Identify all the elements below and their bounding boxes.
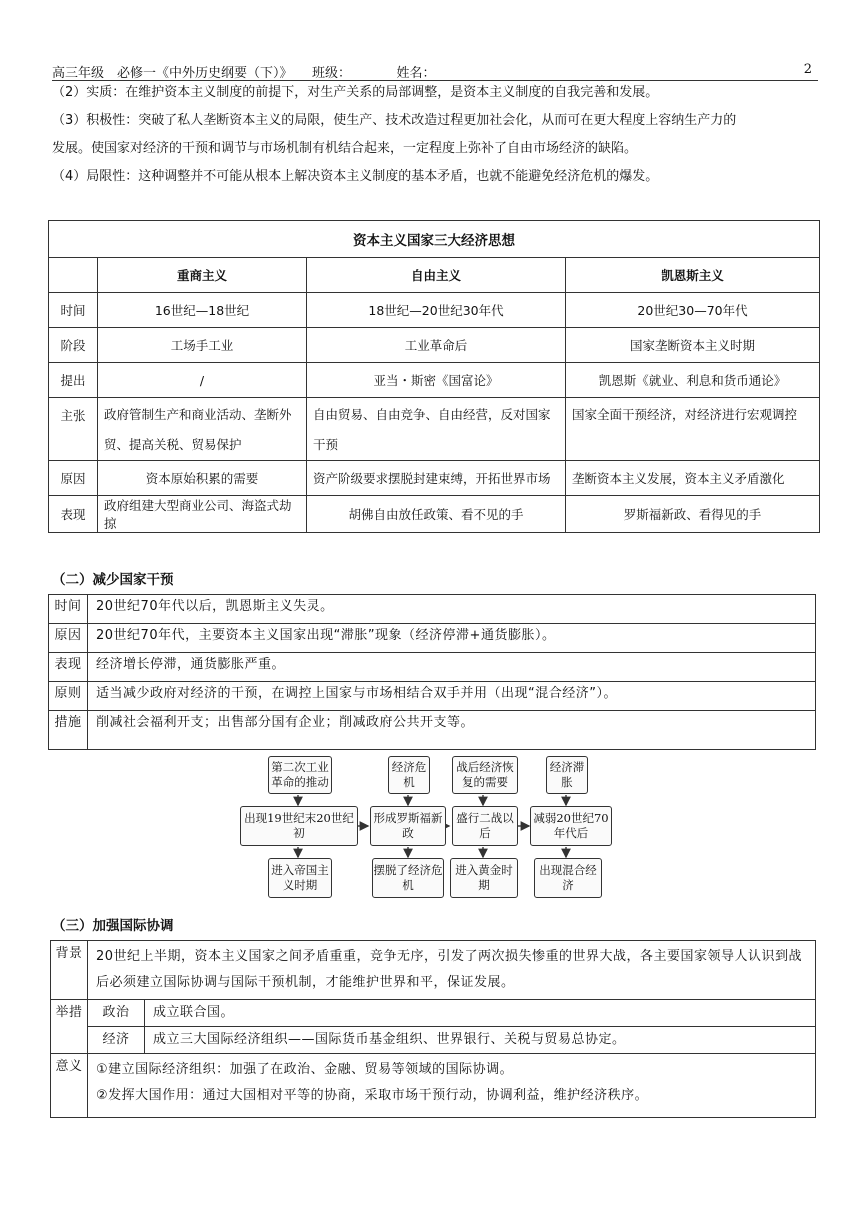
meaning-line: ②发挥大国作用：通过大国相对平等的协商，采取市场干预行动，协调利益，维护经济秩序。 xyxy=(96,1088,649,1103)
economic-thought-table xyxy=(48,220,820,533)
flow-box-top: 第二次工业革命的推动 xyxy=(268,756,332,794)
table-row xyxy=(51,1000,816,1027)
flow-box-bottom: 出现混合经济 xyxy=(534,858,602,898)
table-cell: 国家全面干预经济，对经济进行宏观调控 xyxy=(566,398,820,461)
row-label: 原因 xyxy=(49,461,98,496)
table-caption: 资本主义国家三大经济思想 xyxy=(49,221,820,258)
flow-box-middle: 减弱20世纪70年代后 xyxy=(530,806,612,846)
table-cell: 政府组建大型商业公司、海盗式劫掠 xyxy=(98,496,307,533)
table-cell: 成立三大国际经济组织——国际货币基金组织、世界银行、关税与贸易总协定。 xyxy=(145,1027,816,1054)
table-cell: 工场手工业 xyxy=(98,328,307,363)
flow-box-middle: 形成罗斯福新政 xyxy=(370,806,446,846)
flow-box-middle: 盛行二战以后 xyxy=(452,806,518,846)
header-info: 高三年级 必修一《中外历史纲要（下）》 班级： 姓名： xyxy=(52,66,436,81)
flow-box-bottom: 进入黄金时期 xyxy=(450,858,518,898)
intro-line: （3）积极性：突破了私人垄断资本主义的局限，使生产、技术改造过程更加社会化，从而可在更大程度上容纳生产力的 xyxy=(52,113,737,128)
section-title: （三）加强国际协调 xyxy=(52,918,174,934)
table-cell: 20世纪70年代以后，凯恩斯主义失灵。 xyxy=(88,595,816,624)
table-cell: 成立联合国。 xyxy=(145,1000,816,1027)
table-row xyxy=(51,1054,816,1118)
flow-box-middle: 出现19世纪末20世纪初 xyxy=(240,806,358,846)
table-cell xyxy=(88,1054,816,1118)
intro-line: 发展。使国家对经济的干预和调节与市场机制有机结合起来，一定程度上弥补了自由市场经济的缺陷。 xyxy=(52,141,638,156)
table-cell: 18世纪—20世纪30年代 xyxy=(307,293,566,328)
table-row xyxy=(49,398,820,461)
row-label: 主张 xyxy=(49,398,98,461)
keynesian-flowchart xyxy=(240,750,622,902)
table-row xyxy=(49,496,820,533)
table-cell: 20世纪30—70年代 xyxy=(566,293,820,328)
reduce-intervention-table xyxy=(48,594,816,750)
table-row xyxy=(49,461,820,496)
table-cell: 凯恩斯《就业、利息和货币通论》 xyxy=(566,363,820,398)
row-label: 原因 xyxy=(49,624,88,653)
row-label: 背景 xyxy=(51,941,88,1000)
page-header xyxy=(52,60,818,81)
table-cell: 资本原始积累的需要 xyxy=(98,461,307,496)
section-title: （二）减少国家干预 xyxy=(52,572,174,588)
row-label: 措施 xyxy=(49,711,88,750)
table-cell: 20世纪70年代，主要资本主义国家出现“滞胀”现象（经济停滞+通货膨胀）。 xyxy=(88,624,816,653)
table-cell: 适当减少政府对经济的干预，在调控上国家与市场相结合双手并用（出现“混合经济”）。 xyxy=(88,682,816,711)
table-cell: 16世纪—18世纪 xyxy=(98,293,307,328)
row-label: 意义 xyxy=(51,1054,88,1118)
table-cell: 自由贸易、自由竞争、自由经营，反对国家干预 xyxy=(307,398,566,461)
table-row xyxy=(51,941,816,1000)
page-number: 2 xyxy=(803,62,812,77)
table-row xyxy=(49,595,816,624)
table-cell: 国家垄断资本主义时期 xyxy=(566,328,820,363)
column-header: 重商主义 xyxy=(98,258,307,293)
flow-box-bottom: 摆脱了经济危机 xyxy=(372,858,444,898)
table-row xyxy=(51,1027,816,1054)
table-row xyxy=(49,328,820,363)
row-label: 表现 xyxy=(49,496,98,533)
intro-paragraphs xyxy=(52,79,818,191)
table-cell: 垄断资本主义发展，资本主义矛盾激化 xyxy=(566,461,820,496)
flow-box-top: 经济滞胀 xyxy=(546,756,588,794)
table-row xyxy=(49,711,816,750)
row-label: 提出 xyxy=(49,363,98,398)
row-label: 原则 xyxy=(49,682,88,711)
table-cell: 20世纪上半期，资本主义国家之间矛盾重重，竞争无序，引发了两次损失惨重的世界大战，各主要国家领导人认识到战后必须建立国际协调与国际干预机制，才能维护世界和平，保证发展。 xyxy=(88,941,816,1000)
row-label: 时间 xyxy=(49,293,98,328)
sub-label: 政治 xyxy=(88,1000,145,1027)
table-cell: 罗斯福新政、看得见的手 xyxy=(566,496,820,533)
row-label: 表现 xyxy=(49,653,88,682)
table-cell: 资产阶级要求摆脱封建束缚，开拓世界市场 xyxy=(307,461,566,496)
table-cell: 工业革命后 xyxy=(307,328,566,363)
table-row xyxy=(49,653,816,682)
table-row xyxy=(49,682,816,711)
row-label: 举措 xyxy=(51,1000,88,1054)
flow-box-top: 经济危机 xyxy=(388,756,430,794)
flow-box-bottom: 进入帝国主义时期 xyxy=(268,858,332,898)
table-row xyxy=(49,363,820,398)
table-cell: 削减社会福利开支；出售部分国有企业；削减政府公共开支等。 xyxy=(88,711,816,750)
column-header: 凯恩斯主义 xyxy=(566,258,820,293)
intro-line: （4）局限性：这种调整并不可能从根本上解决资本主义制度的基本矛盾，也就不能避免经济危机的爆发。 xyxy=(52,169,659,184)
table-cell: 亚当・斯密《国富论》 xyxy=(307,363,566,398)
row-label: 阶段 xyxy=(49,328,98,363)
table-cell: 胡佛自由放任政策、看不见的手 xyxy=(307,496,566,533)
table-cell: 经济增长停滞，通货膨胀严重。 xyxy=(88,653,816,682)
table-cell: 政府管制生产和商业活动、垄断外贸、提高关税、贸易保护 xyxy=(98,398,307,461)
table-cell: / xyxy=(98,363,307,398)
flow-box-top: 战后经济恢复的需要 xyxy=(452,756,518,794)
table-row xyxy=(49,293,820,328)
table-row xyxy=(49,624,816,653)
column-header: 自由主义 xyxy=(307,258,566,293)
meaning-line: ①建立国际经济组织：加强了在政治、金融、贸易等领域的国际协调。 xyxy=(96,1062,514,1077)
row-label: 时间 xyxy=(49,595,88,624)
intro-line: （2）实质：在维护资本主义制度的前提下，对生产关系的局部调整，是资本主义制度的自我完善和发展。 xyxy=(52,85,659,100)
international-coordination-table xyxy=(50,940,816,1118)
table-corner xyxy=(49,258,98,293)
sub-label: 经济 xyxy=(88,1027,145,1054)
